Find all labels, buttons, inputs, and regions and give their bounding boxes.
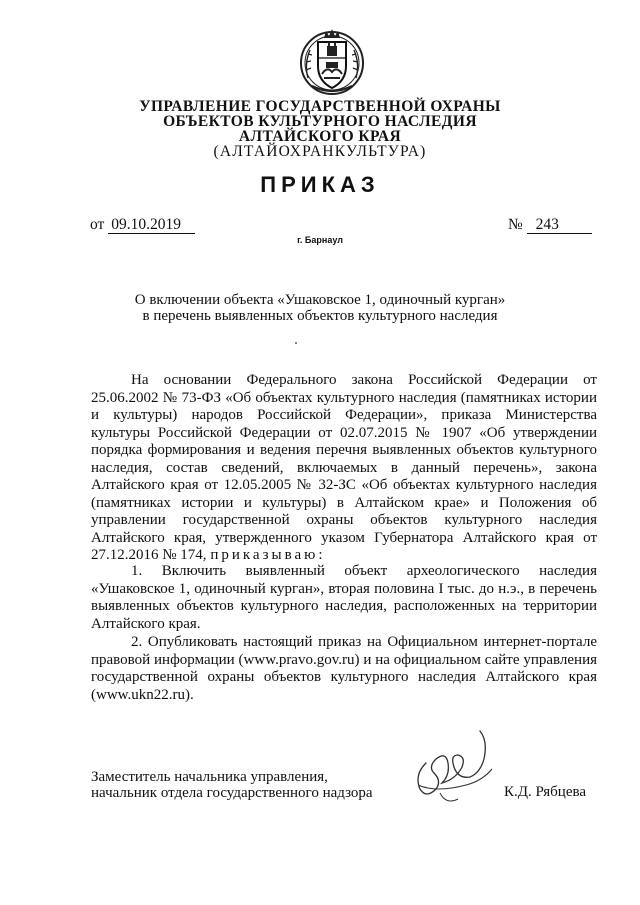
org-abbreviation: (АЛТАЙОХРАНКУЛЬТУРА) [213, 143, 427, 160]
subject-line-2: в перечень выявленных объектов культурного наследия [142, 308, 498, 324]
document-title: ПРИКАЗ [260, 172, 380, 197]
subject-line-1: О включении объекта «Ушаковское 1, одиночный курган» [134, 292, 506, 308]
body-paragraph-basis [91, 372, 597, 565]
org-name-line-1: УПРАВЛЕНИЕ ГОСУДАРСТВЕННОЙ ОХРАНЫ [139, 98, 501, 115]
number-prefix: № [508, 216, 523, 233]
item-1-text: 1. Включить выявленный объект археологического наследия «Ушаковское 1, одиночный курган», вторая половина I тыс. до н.э., в перечень выявленных объектов культурного наследия, расположенных на территории Алтайского края. [91, 563, 597, 632]
body-paragraph-item-1 [91, 563, 597, 633]
org-name-line-2: ОБЪЕКТОВ КУЛЬТУРНОГО НАСЛЕДИЯ [163, 113, 477, 130]
signatory-position [91, 769, 373, 801]
position-line-2: начальник отдела государственного надзора [91, 785, 373, 801]
position-line-1: Заместитель начальника управления, [91, 769, 328, 785]
basis-text: На основании Федерального закона Российской Федерации от 25.06.2002 № 73-ФЗ «Об объектах культурного наследия (памятниках истории и культуры) народов Российской Федерации», приказа Министерства культуры Российской Федерации от 02.07.2015 № 1907 «Об утверждении порядка формирования и ведения перечня выявленных объектов культурного наследия, состав сведений, включаемых в данный перечень», закона Алтайского края от 12.05.2005 № 32-ЗС «Об объектах культурного наследия (памятниках истории и культуры) в Алтайском крае» и Положения об управлении государственной охраны объектов культурного наследия Алтайского края, утвержденного указом Губернатора Алтайского края от 27.12.2016 № 174, [91, 372, 597, 563]
signatory-name: К.Д. Рябцева [504, 784, 587, 800]
item-2-text: 2. Опубликовать настоящий приказ на Официальном интернет-портале правовой информации (www.pravo.gov.ru) и на официальном сайте управления государственной охраны объектов культурного наследия Алтайского края (www.ukn22.ru). [91, 634, 597, 703]
number-value: 243 [527, 217, 592, 234]
body-paragraph-item-2 [91, 634, 597, 704]
coat-of-arms-icon [296, 26, 368, 98]
order-number [508, 216, 592, 234]
org-name-line-3: АЛТАЙСКОГО КРАЯ [238, 128, 402, 145]
date-prefix: от [90, 216, 105, 233]
order-subject [0, 292, 640, 324]
date-value: 09.10.2019 [108, 217, 195, 234]
stray-dot [295, 342, 297, 344]
order-date [90, 216, 195, 234]
city-label: г. Барнаул [297, 235, 343, 245]
signature-icon [396, 723, 506, 815]
order-word: приказываю: [210, 547, 326, 563]
